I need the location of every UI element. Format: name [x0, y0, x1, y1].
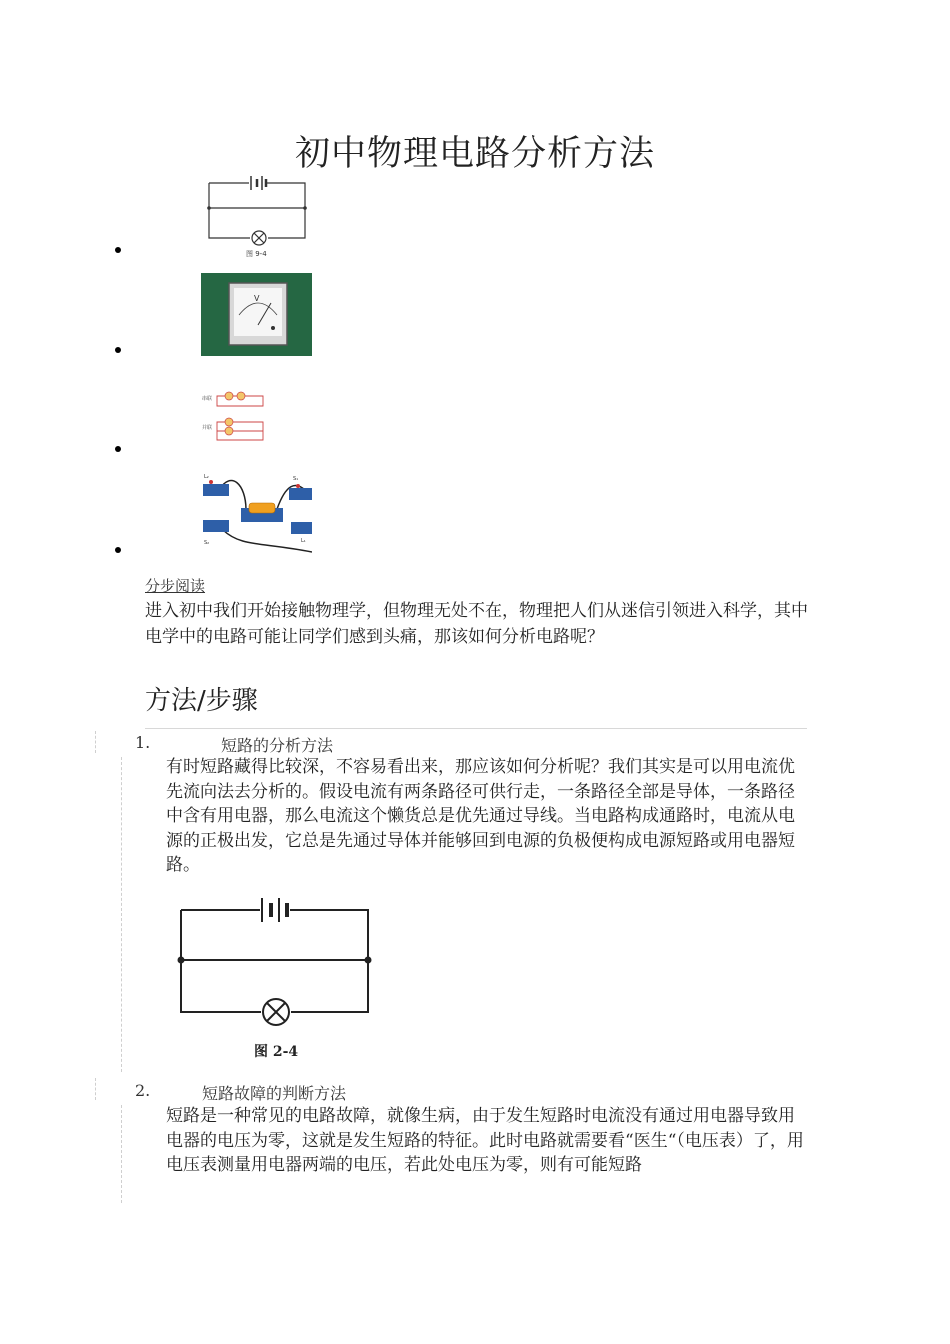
- step-read-link[interactable]: 分步阅读: [145, 577, 206, 595]
- short-circuit-figure[interactable]: [165, 890, 395, 1070]
- step-guide-line: [95, 731, 96, 753]
- list-bullet: [115, 247, 121, 253]
- lamps-thumbnail[interactable]: [201, 376, 312, 459]
- list-bullet: [115, 446, 121, 452]
- switch-s2-label: S₂: [204, 540, 210, 546]
- step-guide-line: [121, 1105, 122, 1203]
- voltmeter-letter: V: [254, 294, 260, 303]
- step-guide-line: [121, 757, 122, 1072]
- parallel-label: 并联: [202, 425, 213, 431]
- voltmeter-thumbnail[interactable]: [201, 273, 312, 356]
- step-number: 1.: [135, 733, 151, 752]
- switch-s1-label: S₁: [293, 476, 299, 482]
- step-guide-line: [95, 1078, 96, 1100]
- figure-caption: 图 2-4: [254, 1044, 299, 1060]
- step-body: 短路是一种常见的电路故障，就像生病，由于发生短路时电流没有通过用电器导致用电器的电压为零，这就是发生短路的特征。此时电路就需要看“医生“（电压表）了，用电压表测量用电器两端的电压，若此处电压为零，则有可能短路: [166, 1106, 804, 1175]
- section-heading: 方法/步骤: [145, 686, 258, 716]
- step-number: 2.: [135, 1081, 151, 1100]
- document-title: 初中物理电路分析方法: [294, 134, 655, 174]
- circuit-thumb-caption: 图 9-4: [246, 250, 267, 258]
- list-bullet: [115, 547, 121, 553]
- intro-paragraph: 进入初中我们开始接触物理学，但物理无处不在，物理把人们从迷信引领进入科学，其中电学中的电路可能让同学们感到头痛，那该如何分析电路呢？: [145, 601, 808, 647]
- step-title: 短路的分析方法: [221, 736, 334, 755]
- lamp-l1-label: L₁: [301, 538, 306, 544]
- step-body: 有时短路藏得比较深，不容易看出来，那应该如何分析呢？我们其实是可以用电流优先流向法去分析的。假设电流有两条路径可供行走，一条路径全部是导体，一条路径中含有用电器，那么电流这个懒货总是优先通过导线。当电路构成通路时，电流从电源的正极出发，它总是先通过导体并能够回到电源的负极便构成电源短路或用电器短路。: [166, 757, 795, 875]
- lamp-l2-label: L₂: [204, 474, 209, 480]
- list-bullet: [115, 347, 121, 353]
- lab-circuit-thumbnail[interactable]: [201, 472, 312, 556]
- step-title: 短路故障的判断方法: [202, 1084, 347, 1103]
- section-divider: [145, 728, 807, 729]
- series-label: 串联: [202, 396, 213, 402]
- circuit-thumbnail[interactable]: [201, 172, 313, 260]
